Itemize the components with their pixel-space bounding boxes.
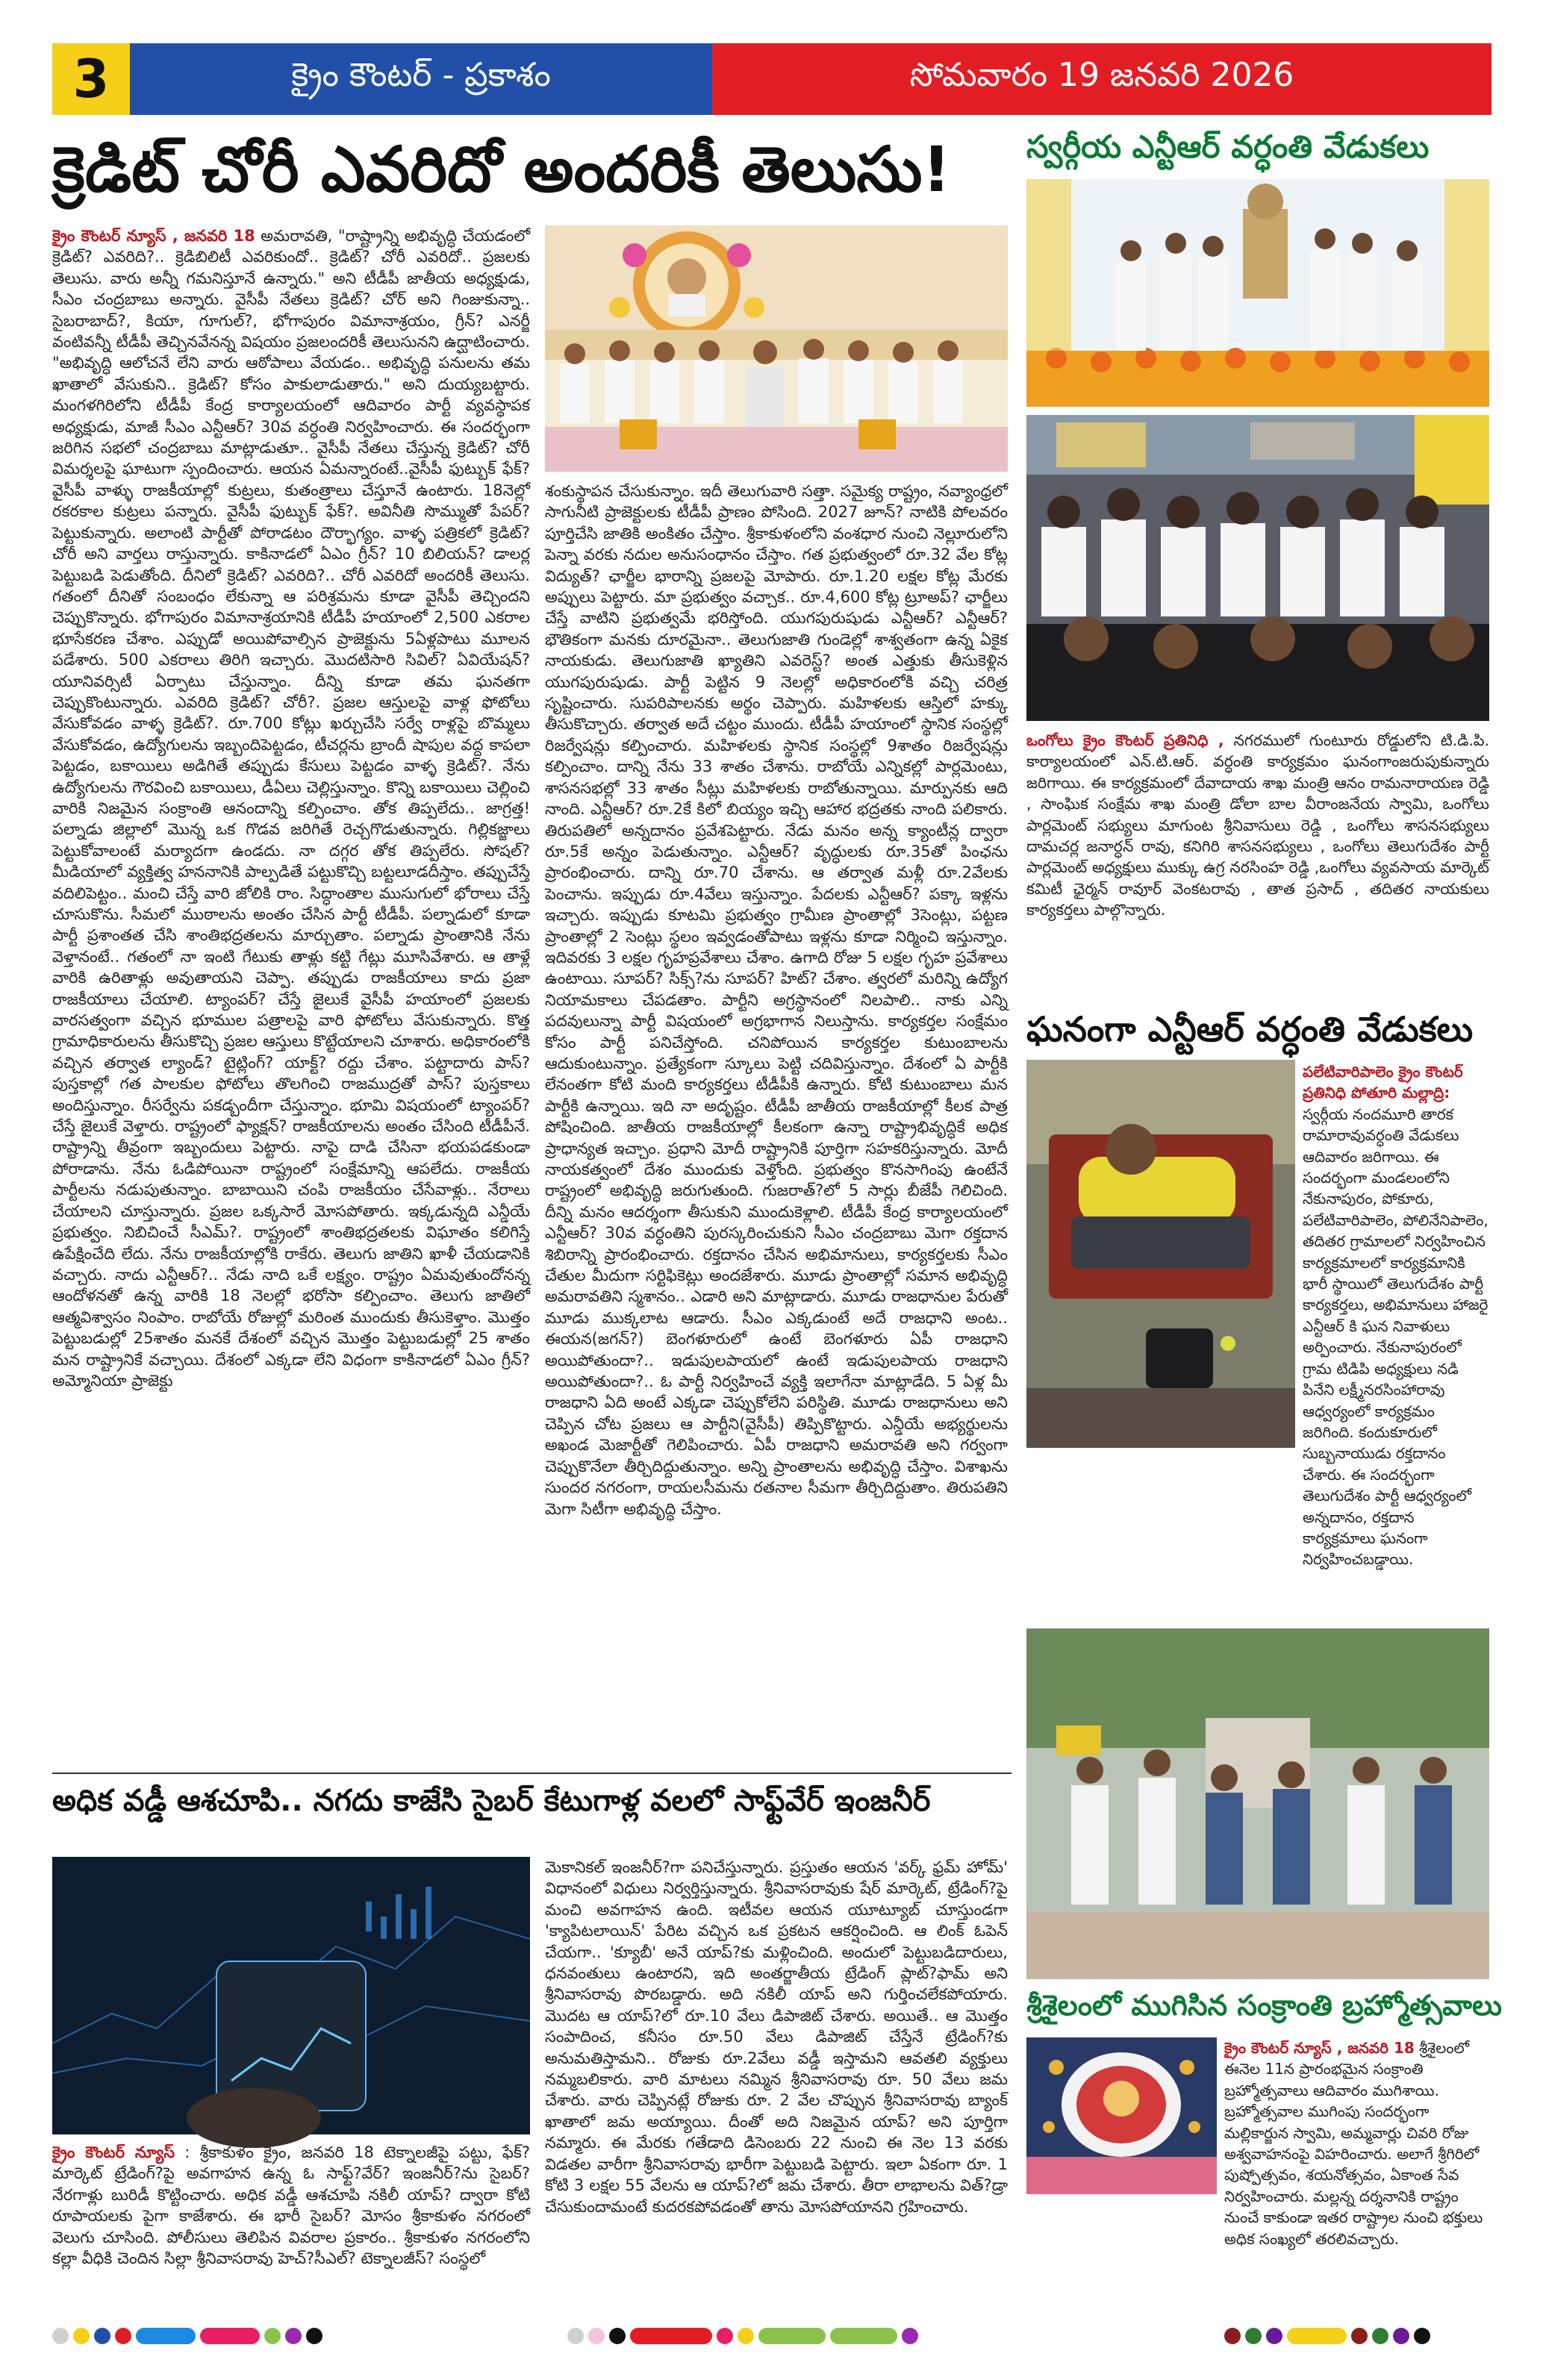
- color-mark: [1372, 2328, 1388, 2344]
- color-mark: [588, 2328, 605, 2344]
- color-mark: [717, 2328, 733, 2344]
- color-mark: [758, 2328, 826, 2344]
- color-mark: [73, 2328, 90, 2344]
- srisailam-temple-photo: [1026, 2037, 1217, 2194]
- srisailam-title: శ్రీశైలంలో ముగిసిన సంక్రాంతి బ్రహ్మోత్సవాలు: [1026, 1989, 1503, 2022]
- srisailam-article-text: శ్రీశైలంలో ఈనెల 11న ప్రారంభమైన సంక్రాంతి బ్రహ్మోత్సవాలు ఆదివారం ముగిశాయి. బ్రహ్మోత్సవాల ముగింపు సందర్భంగా మల్లికార్జున స్వామి, అమ్మవార్లు చివరి రోజు అశ్వవాహనంపై విహరించారు. అలాగే శ్రీగిరిలో పుష్పోత్సవం, శయనోత్సవం, ఏకాంత సేవ నిర్వహించారు. మల్లన్న దర్శనానికి రాష్ట్రం నుంచే కాకుండా ఇతర రాష్ట్రాల నుంచి భక్తులు అధిక సంఖ్యలో తరలివచ్చారు.: [1224, 2039, 1483, 2248]
- village-ntr-event-photo: [1026, 1628, 1489, 1979]
- ntr-dateline: ఒంగోలు క్రైం కౌంటర్ ప్రతినిధి ,: [1026, 731, 1224, 749]
- color-mark: [285, 2328, 302, 2344]
- color-mark: [1414, 2328, 1430, 2344]
- main-headline: క్రెడిట్ చోరీ ఎవరిదో అందరికీ తెలుసు!: [52, 133, 951, 206]
- color-mark: [1393, 2328, 1409, 2344]
- srisailam-dateline: క్రైం కౌంటర్ న్యూస్ , జనవరి 18: [1224, 2039, 1415, 2057]
- ntr2-article-side: [1303, 1061, 1489, 1569]
- ntr2-article-text: స్వర్గీయ నందమూరి తారక రామారావువర్ధంతి వేడుకలు ఆదివారం జరిగాయి. ఈ సందర్భంగా మండలంలోని నేకునాపురం, పోకూరు, పలేటివారిపాలెం, పోలినేనిపాలెం, తదితర గ్రామాలలో నిర్వహించిన కార్యక్రమాలలో కార్యక్రమానికి భారీ స్థాయిలో తెలుగుదేశం పార్టీ కార్యకర్తలు, అభిమానులు హాజరై ఎన్టీఆర్ కి ఘన నివాళులు అర్పించారు. నేకునాపురంలో గ్రామ టిడిపి అధ్యక్షులు నడి పినేని లక్ష్మీనరసింహారావు ఆధ్వర్యంలో కార్యక్రమం జరిగింది. కందుకూరులో సుబ్బనాయుడు రక్తదానం చేశారు. ఈ సందర్భంగా తెలుగుదేశం పార్టీ ఆధ్వర్యంలో అన్నదానం, రక్తదాన కార్యక్రమాలు ఘనంగా నిర్వహించబడ్డాయి.: [1303, 1105, 1489, 1569]
- color-mark: [264, 2328, 281, 2344]
- color-mark: [1351, 2328, 1368, 2344]
- cyber-article-column-1: [52, 2142, 530, 2306]
- ntr-celebration-title: ఘనంగా ఎన్టీఆర్ వర్ధంతి వేడుకలు: [1026, 1009, 1474, 1049]
- main-article-text-1: అమరావతి, "రాష్ట్రాన్ని అభివృద్ధి చేయడంలో క్రెడిట్? ఎవరిది?.. క్రెడిబిలిటీ ఎవరికుందో.. క్రెడిట్? చోరీ ఎవరిదో.. ప్రజలకు తెలుసు. వారు అన్నీ గమనిస్తూనే ఉన్నారు." అని టీడీపీ జాతీయ అధ్యక్షుడు, సీఎం చంద్రబాబు అన్నారు. వైసీపీ నేతలు క్రెడిట్? చోర్ అని గింజుకున్నా.. సైబరాబాద్?, కియా, గూగుల్?, భోగాపురం విమానాశ్రయం, గ్రీన్? ఎనర్జీ వంటివన్నీ టీడీపీ తెచ్చినవేనన్న విషయం ప్రజలందరికీ తెలుసునని ఉద్ఘాటించారు. "అభివృద్ధి ఆలోచనే లేని వారు ఆఠోపాలు వేయడం.. అభివృద్ధి పనులను తమ ఖాతాలో వేసుకుని.. క్రెడిట్? కోసం పాకులాడుతారు." అని దుయ్యబట్టారు. మంగళగిరిలోని టీడీపీ కేంద్ర కార్యాలయంలో ఆదివారం పార్టీ వ్యవస్థాపక అధ్యక్షుడు, మాజీ సీఎం ఎన్టీఆర్? 30వ వర్ధంతి నిర్వహించారు. ఈ సందర్భంగా జరిగిన సభలో చంద్రబాబు మాట్లాడుతూ.. వైసీపీ నేతలు చేస్తున్న క్రెడిట్? చోరీ విమర్శలపై ఘాటుగా స్పందించారు. ఆయన ఏమన్నారంటే..వైసీపీ ఫుట్బుక్ ఫేక్? వైసీపీ వాళ్ళు రాజకీయాల్లో కుట్రలు, కుతంత్రాలు చేస్తూనే ఉంటారు. 18నెల్లో రకరకాల కుట్రలు పన్నారు. వైసీపీ ఫుట్బుక్ ఫేక్?. అవినీతి సొమ్ముతో పేపర్? పెట్టుకున్నారు. అలాంటి పార్టీతో పోరాడటం దౌర్భాగ్యం. వాళ్ళ పత్రికలో క్రెడిట్? చోరీ అని వార్తలు రాస్తున్నారు. కాకినాడలో ఏఎం గ్రీన్? 10 బిలియన్? డాలర్ల పెట్టుబడి పెడుతోంది. దీనిలో క్రెడిట్? ఎవరిది?.. చోరీ ఎవరిదో అందరికీ తెలుసు. గతంలో దీనితో సంబంధం లేకున్నా ఆ పరిశ్రమను కూడా వైసీపీ తెచ్చిందని చెప్పుకొన్నారు. భోగాపురం విమానాశ్రయానికి టీడీపీ హయాంలో 2,500 ఎకరాల భూసేకరణ చేశాం. ఎప్పుడో అయిపోవాల్సిన ప్రాజెక్టును 5ఏళ్లపాటు మూలన పడేశారు. 500 ఎకరాలు తిరిగి ఇచ్చారు. మొదటిసారి సివిల్? ఏవియేషన్? యూనివర్సిటీ ఏర్పాటు చేస్తున్నాం. దీన్ని కూడా తమ ఘనతగా చెప్పుకొంటున్నారు. ఎవరిది క్రెడిట్? చోరీ?. ప్రజల ఆస్తులపై వాళ్ల ఫోటోలు వేసుకోవడం వాళ్ళ క్రెడిట్?. రూ.700 కోట్లు ఖర్చుచేసి సర్వే రాళ్లపై బొమ్మలు వేసుకోవడం, ఉద్యోగులను ఇబ్బందిపెట్టడం, టీచర్లను బ్రాందీ షాపుల వద్ద కాపలా పెట్టడం, బకాయిలు అడిగితే తప్పుడు కేసులు పెట్టడం వాళ్ళ క్రెడిట్?. నేను ఉద్యోగులను గౌరవించి బకాయిలు, డీఏలు చెల్లిస్తున్నాం. కొన్ని బకాయిలు చెల్లించి వారికి నిజమైన సంక్రాంతి ఆనందాన్ని కల్పించాం. తోక తిప్పలేదు.. జాగ్రత్త! పల్నాడు జిల్లాలో మొన్న ఒక గొడవ జరిగితే రెచ్చగొడుతున్నారు. గిల్లికజ్జాలు పెట్టుకోవాలంటే మర్యాదగా ఉండదు. నా దగ్గర తోక తిప్పలేరు. సోషల్? మీడియాలో వ్యక్తిత్వ హననానికి పాల్పడితే పట్టుకొచ్చి బట్టలూడదీస్తాం. తప్పుచేస్తే వదిలిపెట్టం.. మంచి చేస్తే వారి జోలికి రాం. సిద్ధాంతాల ముసుగులో భోరాలు చేస్తే చూసుకొను. సీమలో ముఠాలను అంతం చేసిన పార్టీ టీడీపీ. పల్నాడులో కూడా పార్టీ ప్రశాంతత చేసి శాంతిభద్రతలను మార్చుతాం. పల్నాడు ప్రాంతానికి నేను వెళ్తానంటే.. గతంలో నా ఇంటి గేటుకు తాళ్లు కట్టి గేట్లు మూసివేశారు. ఆ తాళ్లే వారికి ఉరితాళ్లు అవుతాయని చెప్పా. తప్పుడు రాజకీయాలు కాదు ప్రజా రాజకీయాలు చేయాలి. ట్యాంపర్? చేస్తే జైలుకే వైసీపీ హయాంలో ప్రజలకు వారసత్వంగా వచ్చిన భూముల పత్రాలపై వారి ఫోటోలు వేసుకున్నారు. కొత్త గ్రామాధికారులను తీసుకొచ్చి ప్రజల ఆస్తులు కొట్టేయాలని చూశారు. అధికారంలోకి వచ్చిన తర్వాత ల్యాండ్? టైట్లింగ్? యాక్ట్? రద్దు చేశాం. పట్టాదారు పాస్?పుస్తకాల్లో గత పాలకుల ఫోటోలు తొలగించి రాజముద్రతో పాస్? పుస్తకాలు అందిస్తున్నాం. రీసర్వేను పకడ్బందీగా చేస్తున్నాం. భూమి విషయంలో ట్యాంపర్? చేస్తే జైలుకే వెళ్తారు. రాష్ట్రంలో ఫ్యాక్షన్? రాజకీయాలను అంతం చేసింది టీడీపీనే. రాష్ట్రాన్ని తీవ్రంగా ఇబ్బందులు పెట్టారు. నాపై దాడి చేసినా భయపడకుండా పోరాడాను. నేను ఓడిపోయినా రాష్ట్రంలో సంక్షేమాన్ని ఆపలేదు. రాజకీయ పార్టీలను నడుపుతున్నాం. బాబాయిని చంపి రాజకీయం చేసేవాళ్లు.. నేరాలు చేయాలని చూస్తున్నారు. ప్రజల ఒక్కసారే మోసపోతారు. ఇక్కడున్నది ఎన్డీయే ప్రభుత్వం. నిబిచించే సీఎమ్?. రాష్ట్రంలో శాంతిభద్రతలకు విఘాతం కలిగిస్తే ఉపేక్షించేది లేదు. నేను రాజకీయాల్లోకి రాకేరు. తెలుగు జాతిని ఖాళీ చేయడానికి వచ్చారు. నాదు ఎన్టీఆర్?.. నేడు నాది ఒకే లక్ష్యం. రాష్ట్రం ఏమవుతుందోనన్న ఆందోళనతో ఉన్న వారికి 18 నెలల్లో భరోసా కల్పించాం. తెలుగు జాతిలో ఆత్మవిశ్వాసం నింపాం. రాబోయే రోజుల్లో మరింత ముందుకు తీసుకెళ్తాం. మొత్తం పెట్టుబడుల్లో 25శాతం మనకే దేశంలో వచ్చిన మొత్తం పెట్టుబడుల్లో 25 శాతం మన రాష్ట్రానికే వచ్చాయి. దేశంలో ఎక్కడా లేని విధంగా కాకినాడలో ఏఎం గ్రీన్? అమ్మోనియా ప్రాజెక్టు: [52, 227, 531, 1390]
- color-mark: [1266, 2328, 1282, 2344]
- color-registration-marks-left: [52, 2326, 322, 2346]
- ntr-anniversary-title: స్వర్గీయ ఎన్టీఆర్ వర్ధంతి వేడుకలు: [1026, 128, 1430, 165]
- cyber-dateline: క్రైం కౌంటర్ న్యూస్: [52, 2143, 175, 2161]
- ntr2-dateline: పలేటివారిపాలెం క్రైం కౌంటర్ ప్రతినిధి పోతూరి మల్లాద్రి:: [1303, 1063, 1463, 1102]
- cyber-headline: అధిక వడ్డీ ఆశచూపి.. నగదు కాజేసి సైబర్ కేటుగాళ్ల వలలో సాఫ్ట్‌వేర్ ఇంజనీర్: [52, 1784, 931, 1818]
- main-dateline: క్రైం కౌంటర్ న్యూస్ , జనవరి 18: [52, 227, 255, 245]
- cyber-article-text-2: మెకానికల్ ఇంజనీర్?గా పనిచేస్తున్నారు. ప్రస్తుతం ఆయన 'వర్క్ ఫ్రమ్ హోమ్' విధానంలో విధులు నిర్వర్తిస్తున్నారు. శ్రీనివాసరావుకు షేర్ మార్కెట్, ట్రేడింగ్?పై మంచి అవగాహన ఉంది. ఇటీవల ఆయన యూట్యూబ్ చూస్తుండగా 'క్యాపిటలాయిన్' పేరిట వచ్చిన ఒక ప్రకటన ఆకర్షించింది. ఆ లింక్ ఓపెన్ చేయగా.. 'క్యూబీ' అనే యాప్?కు మళ్లించింది. అందులో పెట్టుబడిదారులు, ధనవంతులు ఉంటారని, ఇది అంతర్జాతీయ ట్రేడింగ్ ప్లాట్?ఫామ్ అని శ్రీనివాసరావు పొరబడ్డారు. అది నకిలీ యాప్ అని గుర్తించలేకపోయారు. మొదట ఆ యాప్?లో రూ.10 వేలు డిపాజిట్ చేశారు. అయితే.. ఆ మొత్తం సంపాదించ, కనీసం రూ.50 వేలు డిపాజిట్ చేస్తేనే ట్రేడింగ్?కు అనుమతిస్తామని.. రోజుకు రూ.2వేలు వడ్డీ ఇస్తామని ఆవతలి వ్యక్తులు నమ్మబలికారు. వారి మాటలు నమ్మిన శ్రీనివాసరావు రూ. 50 వేలు జమ చేశారు. వారు చెప్పినట్లే రోజుకు రూ. 2 వేల చొప్పున శ్రీనివాసరావు బ్యాంక్ ఖాతాలో జమ అయ్యాయి. దీంతో అది నిజమైన యాప్? అని పూర్తిగా నమ్మారు. ఈ మేరకు గతేడాది డిసెంబరు 22 నుంచి ఈ నెల 13 వరకు విడతల వారీగా శ్రీనివాసరావు భారీగా పెట్టుబడి పెట్టారు. ఇలా ఏకంగా రూ. 1 కోటి 3 లక్షల 55 వేలను ఆ యాప్?లో జమ చేశారు. తీరా లాభాలను విత్?డ్రా చేసుకుందామంటే కుదరకపోవడంతో తాను మోసపోయానని గ్రహించారు.: [545, 1858, 1008, 2216]
- srisailam-article-side: [1224, 2037, 1489, 2248]
- color-mark: [609, 2328, 626, 2344]
- divider-line: [52, 1772, 1011, 1774]
- page-number: 3: [52, 43, 130, 115]
- section-title: క్రైం కౌంటర్ - ప్రకాశం: [130, 43, 712, 115]
- color-mark: [630, 2328, 712, 2344]
- color-mark: [115, 2328, 131, 2344]
- ntr-article: [1026, 730, 1489, 1002]
- blood-donation-photo: [1026, 1060, 1295, 1448]
- color-mark: [830, 2328, 897, 2344]
- cyber-article-column-2: [545, 1857, 1008, 2306]
- color-mark: [136, 2328, 196, 2344]
- color-mark: [52, 2328, 69, 2344]
- color-registration-marks-center: [567, 2326, 918, 2346]
- main-article-text-2: శంకుస్థాపన చేసుకున్నాం. ఇదీ తెలుగువారి సత్తా. సమైక్య రాష్ట్రం, నవ్యాంధ్రలో సాగునీటి ప్రాజెక్టులకు టీడీపీ ప్రాణం పోసింది. 2027 జూన్? నాటికి పోలవరం పూర్తిచేసి జాతికి అంకితం చేస్తాం. శ్రీకాకుళంలోని వంశధార నుంచి నెల్లూరులోని పెన్నా వరకు నదుల అనుసంధానం చేస్తాం. గత ప్రభుత్వంలో రూ.32 వేల కోట్ల విద్యుత్? ఛార్జీల భారాన్ని ప్రజలపై మోపారు. రూ.1.20 లక్షల కోట్ల మేరకు అప్పులు పెట్టారు. మా ప్రభుత్వం వచ్చాక.. రూ.4,600 కోట్ల ట్రూఅప్? ఛార్జీలు చేస్తే వాటిని ప్రభుత్వమే భరిస్తోంది. యుగపురుషుడు ఎన్టీఆర్? ఎన్టీఆర్? భౌతికంగా మనకు దూరమైనా.. తెలుగుజాతి గుండెల్లో శాశ్వతంగా ఉన్న ఏకైక నాయకుడు. తెలుగుజాతి ఖ్యాతిని ఎవరెస్ట్? అంత ఎత్తుకు తీసుకెళ్లిన యుగపురుషుడు. పార్టీ పెట్టిన 9 నెలల్లో అధికారంలోకి వచ్చి చరిత్ర సృష్టించారు. సుపరిపాలనకు అర్థం చెప్పారు. మహిళలకు ఆస్తిలో హక్కు తీసుకొచ్చారు. తర్వాత అదే చట్టం ముందు. టీడీపీ హయాంలో స్థానిక సంస్థల్లో రిజర్వేషన్లు కల్పించారు. మహిళలకు స్థానిక సంస్థల్లో 9శాతం రిజర్వేషన్లు కల్పించాం. దాన్ని నేను 33 శాతం చేశాను. రాబోయే ఎన్నికల్లో పార్లమెంటు, శాసనసభల్లో 33 శాతం సీట్లు మహిళలకు రాబోతున్నాయి. మార్పునకు ఆది నాంది. ఎన్టీఆర్? రూ.2కే కిలో బియ్యం ఇచ్చి ఆహార భద్రతకు నాంది పలికారు. తిరుపతిలో అన్నదానం ప్రవేశపెట్టారు. నేడు మనం అన్న క్యాంటీన్ల ద్వారా రూ.5కే అన్నం పెడుతున్నాం. ఎన్టీఆర్? వృద్ధులకు రూ.35తో పింఛను ప్రారంభించారు. దాన్ని రూ.70 చేశాను. ఆ తర్వాత మళ్లీ రూ.2వేలకు పెంచాను. ఇప్పుడు రూ.4వేలు ఇస్తున్నాం. పేదలకు ఎన్టీఆర్? పక్కా ఇళ్లను ఇచ్చారు. ఇప్పుడు కూటమి ప్రభుత్వం గ్రామీణ ప్రాంతాల్లో 3సెంట్లు, పట్టణ ప్రాంతాల్లో 2 సెంట్లు స్థలం ఇవ్వడంతోపాటు ఇళ్లను కూడా నిర్మించి ఇస్తున్నాం. ఇదివరకు 3 లక్షల గృహప్రవేశాలు చేశాం. ఉగాది రోజు 5 లక్షల గృహ ప్రవేశాలు ఉంటాయి. సూపర్? సిక్స్?ను సూపర్? హిట్? చేశాం. త్వరలో మరిన్ని ఉద్యోగ నియామకాలు చేపడతాం. పార్టీని అగ్రస్థానంలో నిలపాలి.. నాకు ఎన్ని పదవులున్నా పార్టీ విషయంలో అగ్రభాగాన నిలుస్తాను. కార్యకర్తల సంక్షేమం కోసం పార్టీ పనిచేస్తోంది. చనిపోయిన కార్యకర్తల కుటుంబాలను ఆదుకుంటున్నాం. ప్రత్యేకంగా స్కూలు పెట్టి చదివిస్తున్నాం. దేశంలో ఏ పార్టీకి లేనంతగా కోటి మంది కార్యకర్తలు టీడీపీకి ఉన్నారు. కోటి కుటుంబాలు మన పార్టీకి ఉన్నాయి. ఇది నా అదృష్టం. టీడీపీ జాతీయ రాజకీయాల్లో కీలక పాత్ర పోషించింది. జాతీయ రాజకీయాల్లో కీలకంగా ఉన్నా రాష్ట్రాభివృద్ధికే అధిక ప్రాధాన్యత ఇచ్చాం. ప్రధాని మోదీ రాష్ట్రానికి పూర్తిగా సహకరిస్తున్నారు. మోదీ నాయకత్వంలో దేశం ముందుకు వెళ్తోంది. ప్రభుత్వం కొనసాగింపు ఉంటేనే రాష్ట్రంలో అభివృద్ధి జరుగుతుంది. గుజరాత్?లో 5 సార్లు బీజేపీ గెలిచింది. దీన్ని మనం ఆదర్శంగా తీసుకుని ముందుకెళ్లాలి. టీడీపీ కేంద్ర కార్యాలయంలో ఎన్టీఆర్? 30వ వర్ధంతిని పురస్కరించుకుని సీఎం చంద్రబాబు మెగా రక్తదాన శిబిరాన్ని ప్రారంభించారు. రక్తదానం చేసిన అభిమానులు, కార్యకర్తలకు సీఎం చేతుల మీదుగా సర్టిఫికెట్లు అందజేశారు. మూడు ప్రాంతాల్లో సమాన అభివృద్ధి అమరావతిని స్మశానం.. ఎడారి అని మాట్లాడారు. మూడు రాజధానుల పేరుతో మూడు ముక్కలాట ఆడారు. సీఎం ఎక్కడుంటే అదే రాజధాని అంట.. ఈయన(జగన్?) బెంగళూరులో ఉంటే బెంగళూరు ఏపీ రాజధాని అయిపోతుందా?.. ఇడుపులపాయలో ఉంటే ఇడుపులపాయ రాజధాని అయిపోతుందా?.. ఓ పార్టీ నిర్వహించే వ్యక్తి ఇలాగేనా మాట్లాడేది. 5 ఏళ్ల మీ రాజధాని ఏది అంటే ఎక్కడా చెప్పుకోలేని పరిస్థితి. మూడు రాజధానులు అని చెప్పిన చోట ప్రజలు ఆ పార్టీని(వైసీపీ) తిప్పికొట్టారు. ఎన్డీయే అభ్యర్థులను అఖండ మెజార్టీతో గెలిపించారు. ఏపీ రాజధాని అమరావతి అని గర్వంగా చెప్పుకొనేలా తీర్చిదిద్దుతున్నాం. అన్ని ప్రాంతాలను అభివృద్ధి చేస్తాం. విశాఖను సుందర నగరంగా, రాయలసీమను రతనాల సీమగా తీర్చిదిద్దుతాం. తిరుపతిని మెగా సిటీగా అభివృద్ధి చేస్తాం.: [545, 482, 1008, 1518]
- color-mark: [1224, 2328, 1241, 2344]
- color-mark: [200, 2328, 260, 2344]
- color-mark: [567, 2328, 584, 2344]
- masthead: [52, 43, 1491, 115]
- ntr-event-stage-photo: [545, 225, 1008, 472]
- color-mark: [1287, 2328, 1347, 2344]
- ntr-article-text: నగరములో గుంటూరు రోడ్డులోని టి.డి.పి. కార్యాలయంలో ఎన్.టి.ఆర్. వర్ధంతి కార్యక్రమం ఘనంగాంజరుపుకున్నారు జరిగాయి. ఈ కార్యక్రమంలో దేవాదాయ శాఖ మంత్రి ఆనం రామనారాయణ రెడ్డి , సాంఘిక సంక్షేమ శాఖ మంత్రి డోలా బాల వీరాంజనేయ స్వామి, ఒంగోలు పార్లమెంట్ సభ్యులు మాగుంట శ్రీనివాసులు రెడ్డి , ఒంగోలు శాసనసభ్యులు దామచర్ల జనార్ధన్ రావు, కనిగిరి శాసనసభ్యులు , ఒంగోలు తెలుగుదేశం పార్టీ పార్లమెంట్ అధ్యక్షులు ముక్కు ఉగ్ర నరసింహ రెడ్డి ,ఒంగోలు వ్యవసాయ మార్కెట్ కమిటీ ఛైర్మన్ రావూర్ వెంకటరావు , తాత ప్రసాద్ , తదితర నాయకులు కార్యకర్తలు పాల్గొన్నారు.: [1026, 731, 1489, 919]
- color-mark: [738, 2328, 754, 2344]
- ntr-statue-tribute-photo: [1026, 179, 1489, 407]
- cyber-article-text-1: : శ్రీకాకుళం క్రైం, జనవరి 18 టెక్నాలజీపై పట్టు, ఫేక్? మార్కెట్ ట్రేడింగ్?పై అవగాహన ఉన్న ఓ సాఫ్ట్?వేర్? ఇంజనీర్?ను సైబర్? నేరగాళ్లు బురిడీ కొట్టించారు. అధిక వడ్డీ ఆశచూపి నకిలీ యాప్? ద్వారా కోటి రూపాయలకు పైగా కాజేశారు. ఈ భారీ సైబర్? మోసం శ్రీకాకుళం నగరంలో వెలుగు చూసింది. పోలీసులు తెలిపిన వివరాల ప్రకారం.. శ్రీకాకుళం నగరంలోని కల్లా వీధికి చెందిన సిల్లా శ్రీనివాసరావు హెచ్?సీఎల్? టెక్నాలజీస్? సంస్థలో: [52, 2143, 530, 2268]
- main-article-column-2: [545, 481, 1008, 1755]
- color-registration-marks-right: [1224, 2326, 1430, 2346]
- color-mark: [94, 2328, 110, 2344]
- ntr-crowd-photo: [1026, 415, 1489, 721]
- color-mark: [902, 2328, 918, 2344]
- color-mark: [1245, 2328, 1262, 2344]
- issue-date: సోమవారం 19 జనవరి 2026: [712, 43, 1491, 115]
- main-article-column-1: [52, 225, 530, 1755]
- color-mark: [306, 2328, 322, 2344]
- smartphone-trading-photo: [52, 1857, 530, 2134]
